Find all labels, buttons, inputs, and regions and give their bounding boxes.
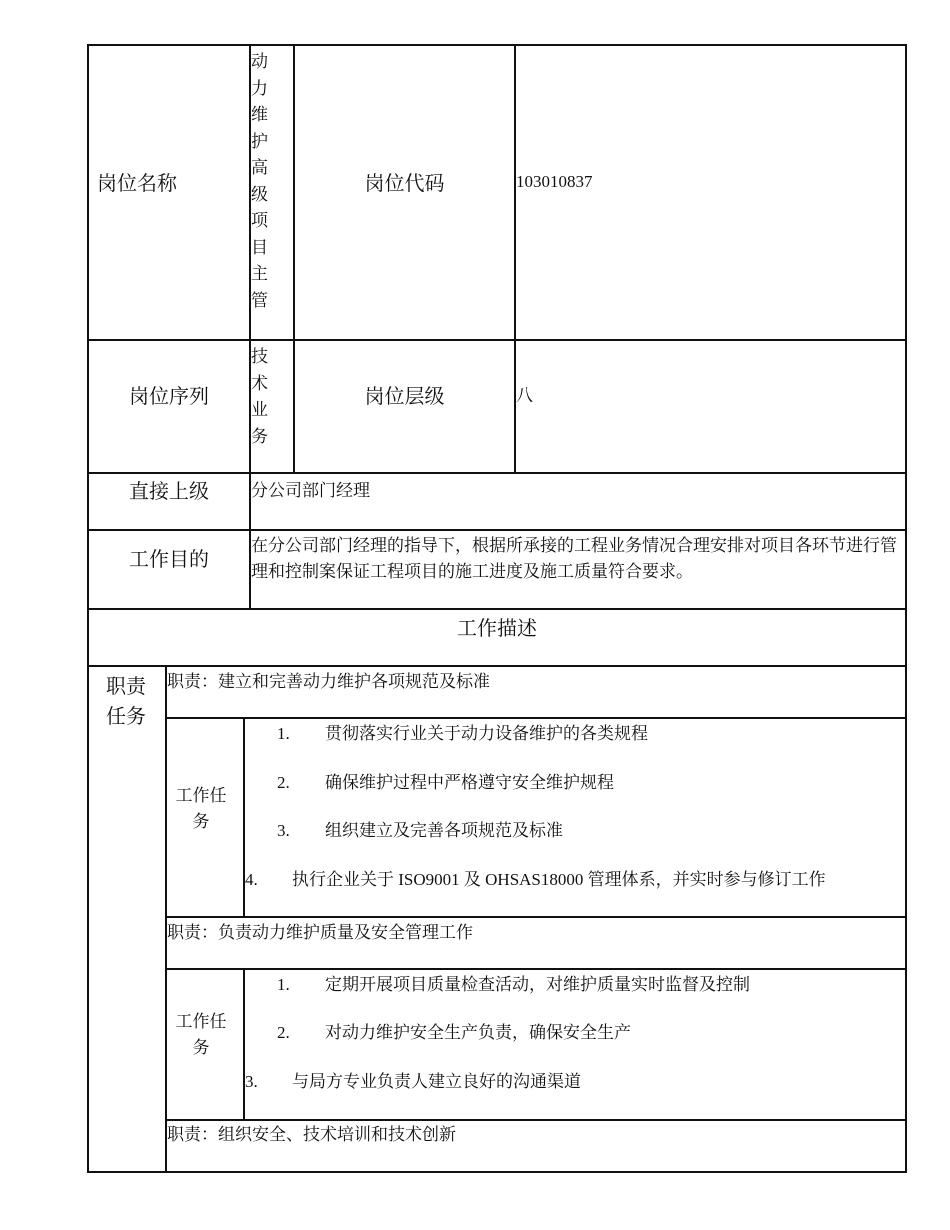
position-name-value: 动力维护高级项目主管: [251, 52, 268, 310]
description-title: 工作描述: [457, 616, 537, 640]
superior-label: 直接上级: [129, 479, 209, 503]
row-divider: [87, 608, 907, 610]
row-divider: [165, 1119, 907, 1121]
row-divider: [165, 916, 907, 918]
purpose-label: 工作目的: [129, 547, 209, 571]
duty-title: 职责：负责动力维护质量及安全管理工作: [167, 923, 473, 942]
task-label: 工作任务: [175, 1012, 227, 1057]
purpose-value: 在分公司部门经理的指导下，根据所承接的工程业务情况合理安排对项目各环节进行管理和控制案保证工程项目的施工进度及施工质量符合要求。: [251, 536, 897, 581]
row-divider: [165, 968, 907, 970]
task-item: 2. 确保维护过程中严格遵守安全维护规程: [277, 773, 614, 792]
duty-title: 职责：建立和完善动力维护各项规范及标准: [167, 672, 490, 691]
task-item: 1. 定期开展项目质量检查活动，对维护质量实时监督及控制: [277, 975, 750, 994]
task-item: 3. 组织建立及完善各项规范及标准: [277, 821, 563, 840]
section-label: 职责任务: [106, 674, 146, 728]
col-divider: [293, 44, 295, 474]
row-divider: [87, 472, 907, 474]
table-border-bottom: [87, 1171, 907, 1173]
row-divider: [87, 529, 907, 531]
row-divider: [165, 717, 907, 719]
position-code-label: 岗位代码: [364, 171, 445, 195]
col-divider: [243, 968, 245, 1120]
sequence-label: 岗位序列: [129, 384, 209, 408]
task-item: 3. 与局方专业负责人建立良好的沟通渠道: [245, 1072, 581, 1091]
duty-title: 职责：组织安全、技术培训和技术创新: [167, 1125, 456, 1144]
table-border-top: [87, 44, 907, 46]
task-item: 2. 对动力维护安全生产负责，确保安全生产: [277, 1023, 631, 1042]
position-code-value: 103010837: [516, 172, 593, 191]
level-value: 八: [516, 386, 533, 405]
position-name-label: 岗位名称: [97, 171, 177, 195]
task-item: 1. 贯彻落实行业关于动力设备维护的各类规程: [277, 724, 648, 743]
superior-value: 分公司部门经理: [251, 481, 370, 500]
task-item: 4. 执行企业关于 ISO9001 及 OHSAS18000 管理体系，并实时参与修订工作: [245, 870, 826, 889]
task-label: 工作任务: [175, 786, 227, 831]
sequence-value: 技术业务: [251, 347, 268, 446]
col-divider: [514, 44, 516, 474]
row-divider: [87, 665, 907, 667]
level-label: 岗位层级: [364, 384, 445, 408]
row-divider: [87, 339, 907, 341]
col-divider: [165, 665, 167, 1173]
